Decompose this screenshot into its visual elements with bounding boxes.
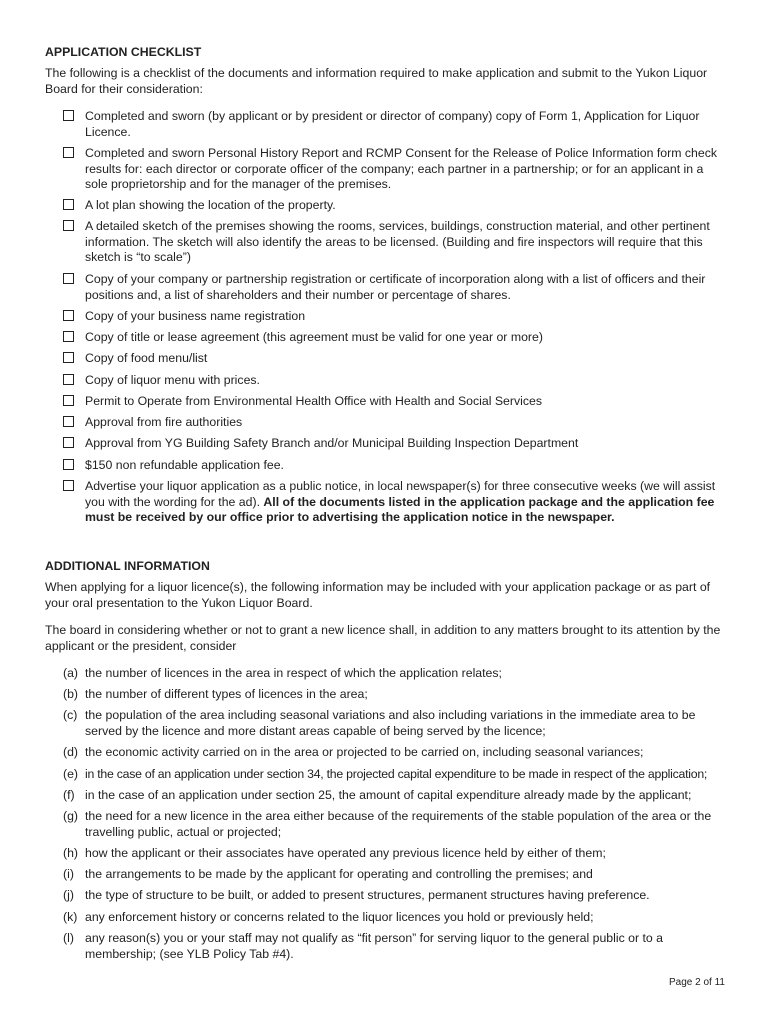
checkbox[interactable] [63,331,74,342]
checkbox[interactable] [63,310,74,321]
checkbox[interactable] [63,273,74,284]
checklist-item-text [85,479,723,526]
page-number: Page 2 of 11 [669,977,725,988]
item-text: the need for a new licence in the area either because of the requirements of the stable population of the area or the travelling public, actual or projected; [85,809,712,839]
checkbox[interactable] [63,374,74,385]
item-text: the number of licences in the area in respect of which the application relates; [85,666,502,680]
checklist-item-text: Copy of liquor menu with prices. [85,373,260,387]
item-marker: (l) [63,931,74,945]
item-marker: (f) [63,788,75,802]
checkbox[interactable] [63,147,74,158]
checklist-item-text: Permit to Operate from Environmental Health Office with Health and Social Services [85,394,543,408]
checkbox[interactable] [63,395,74,406]
item-marker: (g) [63,809,79,823]
item-marker: (h) [63,846,79,860]
checklist-item-text: A lot plan showing the location of the property. [85,198,336,212]
item-text: in the case of an application under section 34, the projected capital expenditure to be made in respect of the application; [85,767,708,781]
item-text: the economic activity carried on in the area or projected to be carried on, including seasonal variances; [85,745,644,759]
checkbox[interactable] [63,416,74,427]
checkbox[interactable] [63,220,74,231]
additional-para-1: When applying for a liquor licence(s), the following information may be included with your application package or as part of your oral presentation to the Yukon Liquor Board. [45,580,711,610]
checklist-item-text: Completed and sworn Personal History Report and RCMP Consent for the Release of Police Information form check results for: each director or corporate officer of the company; each partner in a partnership; or for an applicant in a sole proprietorship and for the manager of the premises. [85,146,717,191]
checkbox[interactable] [63,199,74,210]
checklist-item-text: Approval from YG Building Safety Branch and/or Municipal Building Inspection Department [85,436,579,450]
item-text: any reason(s) you or your staff may not qualify as “fit person” for serving liquor to the general public or to a membership; (see YLB Policy Tab #4). [85,931,664,961]
checkbox[interactable] [63,352,74,363]
checklist-item-text: Completed and sworn (by applicant or by president or director of company) copy of Form 1, Application for Liquor Licence. [85,109,700,139]
checklist-item-text: $150 non refundable application fee. [85,458,284,472]
checkbox[interactable] [63,437,74,448]
item-marker: (j) [63,888,74,902]
item-text: the type of structure to be built, or added to present structures, permanent structures having preference. [85,888,650,902]
item-text: the population of the area including seasonal variations and also including variations in the immediate area to be served by the licence and more distant areas capable of being served by the licence; [85,708,696,738]
checklist-intro: The following is a checklist of the documents and information required to make application and submit to the Yukon Liquor Board for their consideration: [45,66,708,96]
checklist-item-text: Copy of title or lease agreement (this agreement must be valid for one year or more) [85,330,543,344]
item-marker: (d) [63,745,79,759]
item-marker: (k) [63,910,78,924]
item-marker: (c) [63,708,78,722]
item-text: the number of different types of licences in the area; [85,687,368,701]
checklist-item-text: Copy of food menu/list [85,351,208,365]
advertise-bold-notice: All of the documents listed in the application package and the application fee must be received by our office prior to advertising the application notice in the newspaper. [85,494,715,524]
item-text: any enforcement history or concerns related to the liquor licences you hold or previously held; [85,910,594,924]
item-marker: (i) [63,867,74,881]
checklist-heading: APPLICATION CHECKLIST [45,45,202,59]
checkbox[interactable] [63,480,74,491]
item-marker: (b) [63,687,79,701]
additional-para-2: The board in considering whether or not to grant a new licence shall, in addition to any matters brought to its attention by the applicant or the president, consider [45,623,721,653]
checklist-item-text: Approval from fire authorities [85,415,243,429]
checklist-item-text: Copy of your business name registration [85,309,306,323]
checkbox[interactable] [63,110,74,121]
checklist-item-text: A detailed sketch of the premises showing the rooms, services, buildings, construction material, and other pertinent information. The sketch will also identify the areas to be licensed. (Building and fire inspectors will require that this sketch is “to scale”) [85,219,710,264]
item-marker: (a) [63,666,79,680]
item-marker: (e) [63,767,79,781]
checkbox[interactable] [63,459,74,470]
additional-heading: ADDITIONAL INFORMATION [45,559,210,573]
checklist-item-text: Copy of your company or partnership registration or certificate of incorporation along with a list of officers and their positions and, a list of shareholders and their number or percentage of shares. [85,272,706,302]
item-text: in the case of an application under section 25, the amount of capital expenditure already made by the applicant; [85,788,692,802]
item-text: the arrangements to be made by the applicant for operating and controlling the premises; and [85,867,593,881]
advertise-text: Advertise your liquor application as a public notice, in local newspaper(s) for three consecutive weeks (we will assist you with the wording for the ad). [85,479,716,509]
item-text: how the applicant or their associates have operated any previous licence held by either of them; [85,846,606,860]
